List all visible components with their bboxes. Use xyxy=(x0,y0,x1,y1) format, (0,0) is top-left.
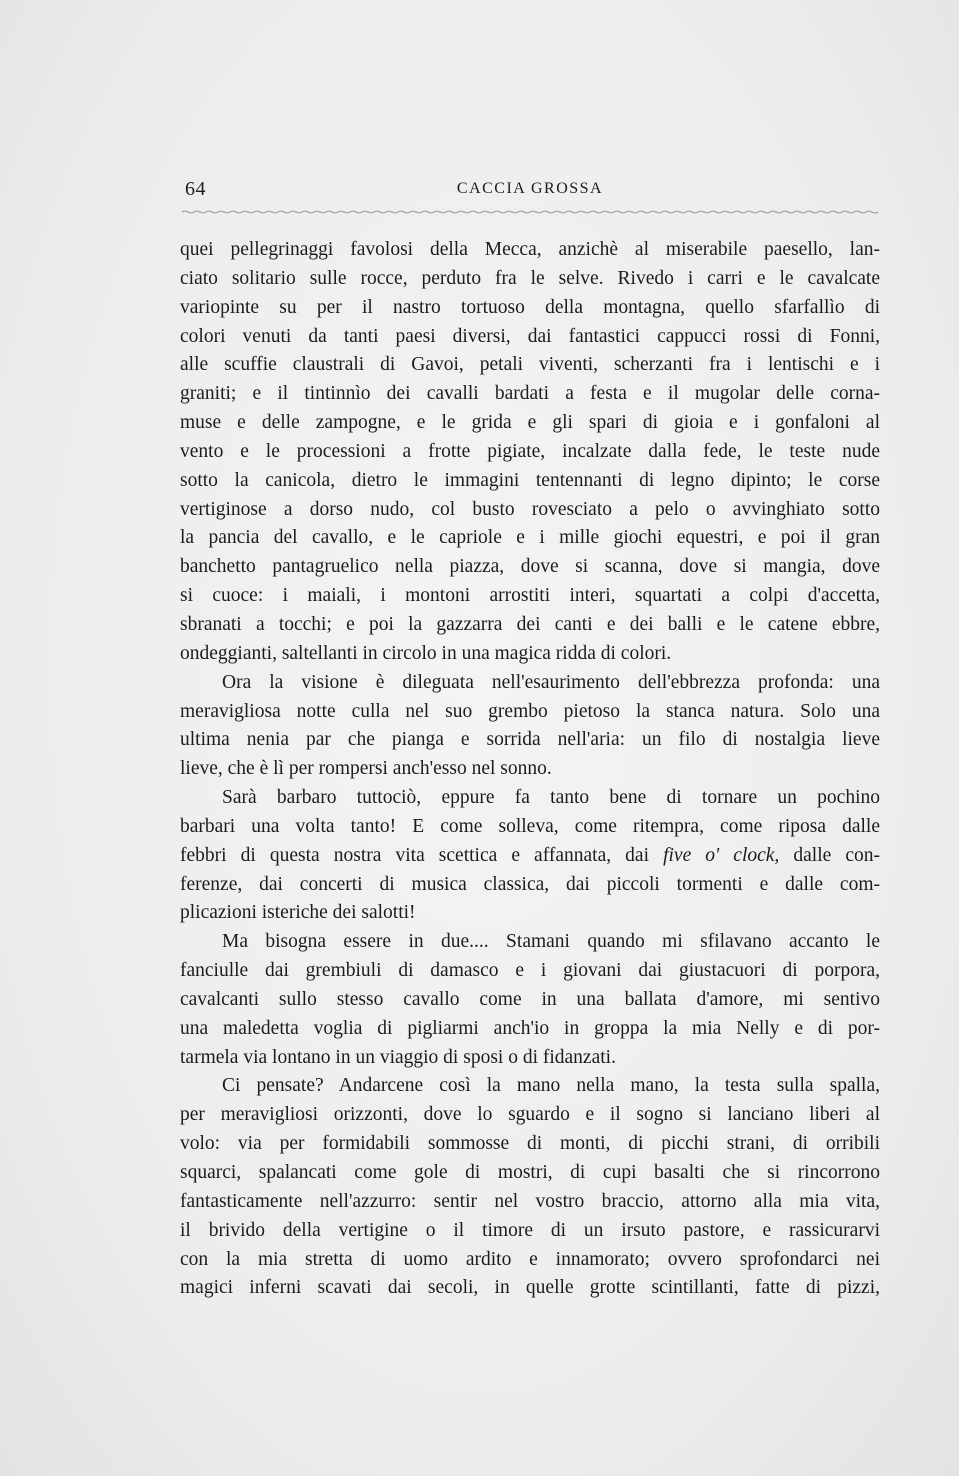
text-line: cavalcanti sullo stesso cavallo come in una ballata d'amore, mi sentivo xyxy=(180,988,880,1010)
text-line: ciato solitario sulle rocce, perduto fra le selve. Rivedo i carri e le cavalcate xyxy=(180,267,880,289)
text-line: il brivido della vertigine o il timore di un irsuto pastore, e rassicurarvi xyxy=(180,1219,880,1241)
text-line: una maledetta voglia di pigliarmi anch'io in groppa la mia Nelly e di por- xyxy=(180,1017,880,1039)
text-line: magici inferni scavati dai secoli, in quelle grotte scintillanti, fatte di pizzi, xyxy=(180,1277,880,1299)
header-rule xyxy=(182,210,878,214)
text-line: vento e le processioni a frotte pigiate, incalzate dalla fede, le teste nude xyxy=(180,440,880,462)
text-line: Ci pensate? Andarcene così la mano nella mano, la testa sulla spalla, xyxy=(222,1075,880,1097)
text-line: variopinte su per il nastro tortuoso della montagna, quello sfarfallìo di xyxy=(180,296,880,318)
text-line: alle scuffie claustrali di Gavoi, petali viventi, scherzanti fra i lentischi e i xyxy=(180,354,880,376)
text-line: lieve, che è lì per rompersi anch'esso nel sonno. xyxy=(180,758,552,780)
text-line: barbari una volta tanto! E come solleva, come ritempra, come riposa dalle xyxy=(180,815,880,837)
body-text xyxy=(180,236,880,1303)
text-line: graniti; e il tintinnìo dei cavalli bardati a festa e il mugolar delle corna- xyxy=(180,383,880,405)
text-line: volo: via per formidabili sommosse di monti, di picchi strani, di orribili xyxy=(180,1133,880,1155)
text-line: fanciulle dai grembiuli di damasco e i giovani dai giustacuori di porpora, xyxy=(180,960,880,982)
text-line: quei pellegrinaggi favolosi della Mecca, anzichè al miserabile paesello, lan- xyxy=(180,239,880,260)
text-line: plicazioni isteriche dei salotti! xyxy=(180,902,416,924)
text-segment: dalle con- xyxy=(793,844,881,866)
text-line: si cuoce: i maiali, i montoni arrostiti interi, squartati a colpi d'accetta, xyxy=(180,585,880,607)
text-line-with-italic xyxy=(180,842,880,871)
text-line: per meravigliosi orizzonti, dove lo sguardo e il sogno si lanciano liberi al xyxy=(180,1104,880,1126)
text-line: sotto la canicola, dietro le immagini tentennanti di legno dipinto; le corse xyxy=(180,469,880,491)
text-line: tarmela via lontano in un viaggio di sposi o di fidanzati. xyxy=(180,1046,616,1068)
text-line: colori venuti da tanti paesi diversi, dai fantastici cappucci rossi di Fonni, xyxy=(180,325,880,347)
text-line: ferenze, dai concerti di musica classica, dai piccoli tormenti e dalle com- xyxy=(180,873,880,895)
text-line: Ora la visione è dileguata nell'esaurimento dell'ebbrezza profonda: una xyxy=(222,671,880,693)
italic-phrase: five o' clock, xyxy=(663,844,780,866)
text-line: banchetto pantagruelico nella piazza, dove si scanna, dove si mangia, dove xyxy=(180,556,880,578)
text-line: muse e delle zampogne, e le grida e gli spari di gioia e i gonfaloni al xyxy=(180,412,880,434)
running-head: CACCIA GROSSA xyxy=(456,180,604,197)
text-line: con la mia stretta di uomo ardito e innamorato; ovvero sprofondarci nei xyxy=(180,1248,880,1270)
page-number: 64 xyxy=(185,178,206,200)
text-line: sbranati a tocchi; e poi la gazzarra dei canti e dei balli e le catene ebbre, xyxy=(180,613,880,635)
text-segment: febbri di questa nostra vita scettica e affannata, dai xyxy=(180,844,650,866)
page-header xyxy=(180,178,880,206)
text-line: meravigliosa notte culla nel suo grembo pietoso la stanca natura. Solo una xyxy=(180,700,880,722)
text-line: squarci, spalancati come gole di mostri, di cupi basalti che si rincorrono xyxy=(180,1162,880,1183)
text-line: la pancia del cavallo, e le capriole e i mille giochi equestri, e poi il gran xyxy=(180,527,880,549)
text-line: fantasticamente nell'azzurro: sentir nel vostro braccio, attorno alla mia vita, xyxy=(180,1190,880,1212)
text-line: Ma bisogna essere in due.... Stamani quando mi sfilavano accanto le xyxy=(222,931,880,953)
text-line: Sarà barbaro tuttociò, eppure fa tanto bene di tornare un pochino xyxy=(222,787,880,809)
text-line: ultima nenia par che pianga e sorrida nell'aria: un filo di nostalgia lieve xyxy=(180,729,880,751)
text-line: ondeggianti, saltellanti in circolo in una magica ridda di colori. xyxy=(180,642,672,664)
text-line: vertiginose a dorso nudo, col busto rovesciato a pelo o avvinghiato sotto xyxy=(180,498,880,520)
